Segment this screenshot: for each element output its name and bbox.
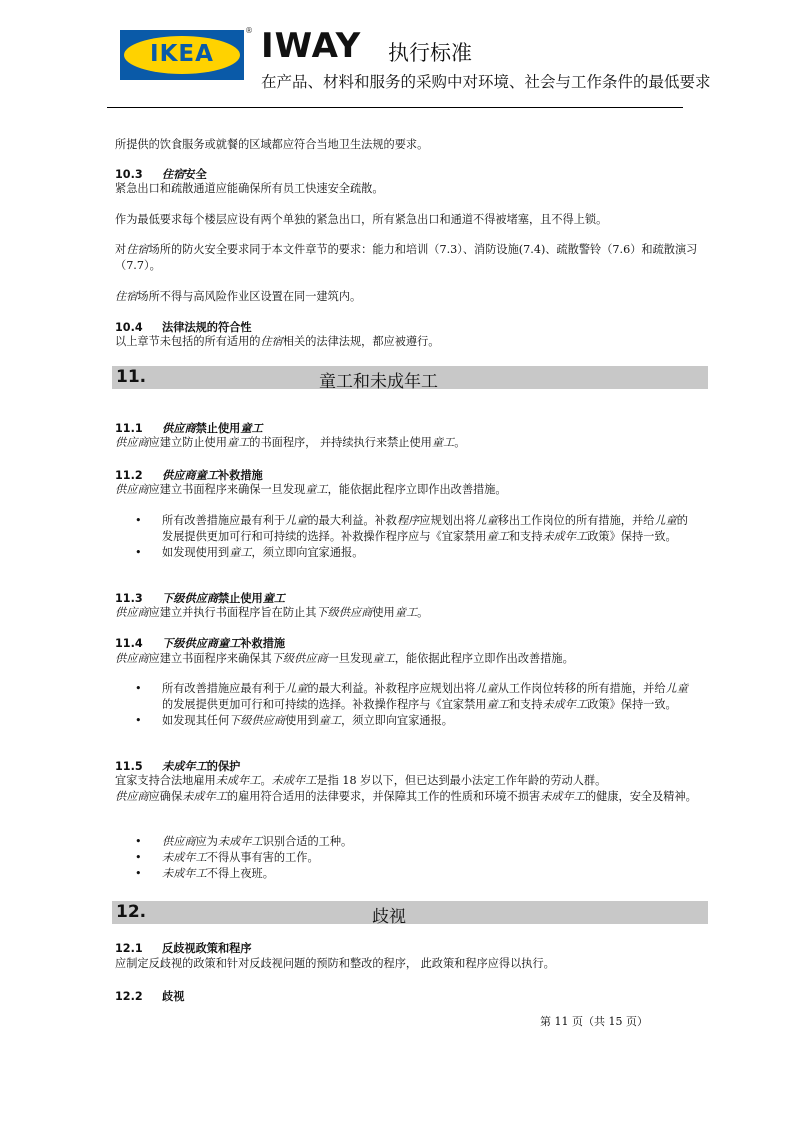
text-italic: 未成年工 — [162, 867, 207, 880]
text-italic: 下级供应商 — [316, 606, 373, 619]
text: 一旦发现 — [327, 652, 373, 665]
text: 的最大利益。补救程序应规划出将 — [307, 682, 476, 695]
text: 不得从事有害的工作。 — [206, 851, 319, 864]
list-item — [135, 513, 695, 545]
text-italic: 童工 — [229, 546, 252, 559]
text: 所有改善措施应最有利于 — [162, 682, 286, 695]
text-italic: 童工 — [318, 714, 342, 727]
para-11-2-1 — [115, 482, 715, 498]
text: ，须立即向宜家通报。 — [341, 714, 453, 727]
text-italic: 住宿 — [260, 335, 283, 348]
text-italic: 供应商 — [115, 436, 149, 449]
page-number: 11 — [554, 1015, 569, 1028]
text-italic: 程序 — [396, 514, 420, 527]
logo-text: IKEA — [150, 41, 214, 67]
bullet-list-11-2 — [135, 513, 695, 561]
heading-number: 11.2 — [115, 469, 143, 482]
text: 。 — [260, 774, 272, 787]
text: 第 — [540, 1015, 555, 1028]
text-italic: 童工 — [372, 652, 395, 665]
para-11-5-1 — [115, 773, 715, 789]
text-italic: 未成年工 — [215, 774, 261, 787]
heading-12-2 — [115, 988, 184, 1004]
text-italic: 住宿 — [126, 243, 149, 256]
text: 相关的法律法规，都应被遵行。 — [282, 335, 440, 348]
text: ，能依据此程序立即作出改善措施。 — [394, 652, 574, 665]
heading-11-4 — [115, 635, 285, 651]
heading-italic: 童工 — [262, 591, 286, 605]
text: 页） — [622, 1015, 648, 1028]
heading-11-1 — [115, 420, 263, 436]
brand-title: IWAY — [261, 26, 362, 66]
text: 是指 18 岁以下，但已达到最小法定工作年龄的劳动人群。 — [316, 774, 607, 787]
text: 。 — [454, 436, 466, 449]
text: 的发展提供更加可行和可持续的选择。补救操作程序与《宜家禁用 — [162, 698, 487, 711]
text-italic: 未成年工 — [162, 851, 207, 864]
text: 的最大利益。补救 — [307, 514, 397, 527]
text-italic: 未成年工 — [542, 530, 588, 543]
text: 和支持 — [508, 530, 543, 543]
text: 使用到 — [285, 714, 319, 727]
heading-italic: 供应商 — [162, 421, 196, 435]
heading-number: 11.5 — [115, 760, 143, 773]
heading-number: 10.4 — [115, 321, 143, 334]
text-italic: 童工 — [431, 436, 455, 449]
text: 场所的防火安全要求同于本文件章节的要求：能力和培训（7.3）、消防设施(7.4)、疏散警铃（7.6）和疏散演习（7.7）。 — [115, 243, 698, 272]
text-italic: 童工 — [486, 530, 509, 543]
text-italic: 儿童 — [475, 682, 498, 695]
text-italic: 供应商 — [115, 483, 149, 496]
text: 识别合适的工种。 — [262, 835, 353, 848]
text-italic: 童工 — [486, 698, 509, 711]
text: 所有改善措施应最有利于 — [162, 514, 286, 527]
text: 和支持 — [508, 698, 543, 711]
heading-text: 禁止使用 — [217, 592, 263, 605]
text: 应建立防止使用 — [148, 436, 227, 449]
heading-number: 12.1 — [115, 942, 143, 955]
text-italic: 未成年工 — [271, 774, 317, 787]
text: ，能依据此程序立即作出改善措施。 — [327, 483, 507, 496]
text: 应确保 — [148, 790, 183, 803]
text: 以上章节未包括的所有适用的 — [115, 335, 261, 348]
heading-number: 11.3 — [115, 592, 143, 605]
heading-11-3 — [115, 590, 285, 606]
text-italic: 童工 — [305, 483, 328, 496]
text: 应建立书面程序来确保一旦发现 — [148, 483, 306, 496]
registered-mark: ® — [245, 26, 253, 35]
text-italic: 童工 — [226, 436, 250, 449]
heading-11-5 — [115, 758, 240, 774]
para-11-3-1 — [115, 605, 715, 621]
text-italic: 儿童 — [285, 682, 308, 695]
text: 政策》保持一致。 — [587, 530, 677, 543]
text-italic: 未成年工 — [182, 790, 227, 803]
text: 的发展提供更加可行和可持续的选择。补救操作程序应与《宜家禁用 — [162, 514, 688, 543]
text-italic: 未成年工 — [540, 790, 585, 803]
section-number: 11. — [116, 367, 147, 387]
header-divider — [107, 107, 683, 108]
text: 页（共 — [568, 1015, 609, 1028]
heading-text: 禁止使用 — [195, 422, 241, 435]
heading-text: 补救措施 — [217, 469, 263, 482]
text-italic: 未成年工 — [542, 698, 588, 711]
para-10-3-3 — [115, 242, 700, 274]
heading-number: 11.4 — [115, 637, 143, 650]
text-italic: 供应商 — [115, 652, 149, 665]
text: 宜家支持合法地雇用 — [115, 774, 216, 787]
heading-11-2 — [115, 467, 263, 483]
section-title: 歧视 — [372, 907, 406, 927]
text-italic: 儿童 — [475, 514, 498, 527]
text: 移出工作岗位的所有措施，并给 — [497, 514, 655, 527]
text-italic: 下级供应商 — [271, 652, 328, 665]
text-italic: 下级供应商 — [229, 714, 286, 727]
text-italic: 未成年工 — [217, 835, 263, 848]
intro-paragraph: 所提供的饮食服务或就餐的区域都应符合当地卫生法规的要求。 — [115, 138, 429, 151]
list-item — [135, 850, 695, 866]
page-total: 15 — [608, 1015, 623, 1028]
para-10-3-1: 紧急出口和疏散通道应能确保所有员工快速安全疏散。 — [115, 182, 384, 195]
list-item — [135, 713, 695, 729]
heading-12-1 — [115, 940, 252, 956]
heading-italic: 住宿 — [162, 167, 185, 181]
ikea-logo — [120, 30, 244, 80]
para-11-4-1 — [115, 651, 715, 667]
bullet-list-11-4 — [135, 681, 695, 729]
heading-text: 补救措施 — [240, 637, 286, 650]
heading-text: 法律法规的符合性 — [162, 321, 252, 334]
heading-text: 歧视 — [162, 990, 185, 1003]
text: 如发现其任何 — [162, 714, 230, 727]
section-11-bar — [112, 366, 708, 392]
para-11-1-1 — [115, 435, 715, 451]
text: 应为 — [195, 835, 218, 848]
text: 应规划出将 — [419, 514, 476, 527]
heading-number: 11.1 — [115, 422, 143, 435]
heading-italic: 供应商童工 — [162, 468, 218, 482]
heading-10-4 — [115, 319, 252, 335]
section-title: 童工和未成年工 — [319, 372, 438, 392]
heading-text: 安全 — [184, 168, 207, 181]
text: 的健康，安全及精神。 — [584, 790, 697, 803]
heading-text: 反歧视政策和程序 — [162, 942, 252, 955]
header-subtitle: 在产品、材料和服务的采购中对环境、社会与工作条件的最低要求 — [261, 73, 711, 91]
text: 使用 — [372, 606, 395, 619]
text: 场所不得与高风险作业区设置在同一建筑内。 — [137, 290, 362, 303]
heading-italic: 下级供应商 — [162, 591, 218, 605]
heading-number: 10.3 — [115, 168, 143, 181]
text: 如发现使用到 — [162, 546, 230, 559]
text: 对 — [115, 243, 127, 256]
heading-10-3 — [115, 166, 207, 182]
text: 应建立书面程序来确保其 — [148, 652, 272, 665]
bullet-list-11-5 — [135, 834, 695, 882]
text: 应建立并执行书面程序旨在防止其 — [148, 606, 317, 619]
list-item — [135, 866, 695, 882]
section-12-bar — [112, 901, 708, 927]
text-italic: 儿童 — [665, 682, 688, 695]
text-italic: 儿童 — [654, 514, 677, 527]
section-number: 12. — [116, 902, 147, 922]
text-italic: 童工 — [394, 606, 418, 619]
text-italic: 住宿 — [115, 290, 138, 303]
text: ，须立即向宜家通报。 — [251, 546, 364, 559]
text: 从工作岗位转移的所有措施，并给 — [497, 682, 666, 695]
heading-number: 12.2 — [115, 990, 143, 1003]
heading-italic: 下级供应商童工 — [162, 636, 241, 650]
para-10-3-4 — [115, 289, 715, 305]
heading-italic: 童工 — [240, 421, 263, 435]
list-item — [135, 545, 695, 561]
page-footer — [540, 1013, 648, 1029]
text-italic: 供应商 — [115, 606, 149, 619]
heading-text: 的保护 — [206, 760, 241, 773]
para-10-3-2: 作为最低要求每个楼层应设有两个单独的紧急出口，所有紧急出口和通道不得被堵塞，且不得上锁。 — [115, 213, 608, 226]
brand-subtitle: 执行标准 — [388, 41, 472, 65]
list-item — [135, 681, 695, 713]
text: 政策》保持一致。 — [587, 698, 677, 711]
heading-italic: 未成年工 — [162, 759, 207, 773]
text: 。 — [417, 606, 429, 619]
text: 的书面程序， 并持续执行来禁止使用 — [249, 436, 432, 449]
list-item — [135, 834, 695, 850]
para-10-4-1 — [115, 334, 715, 350]
para-11-5-2 — [115, 789, 700, 805]
text-italic: 儿童 — [285, 514, 308, 527]
text: 的雇用符合适用的法律要求，并保障其工作的性质和环境不损害 — [226, 790, 541, 803]
text-italic: 供应商 — [162, 835, 196, 848]
text: 不得上夜班。 — [206, 867, 274, 880]
text-italic: 供应商 — [115, 790, 149, 803]
para-12-1-1: 应制定反歧视的政策和针对反歧视问题的预防和整改的程序， 此政策和程序应得以执行。 — [115, 957, 555, 970]
